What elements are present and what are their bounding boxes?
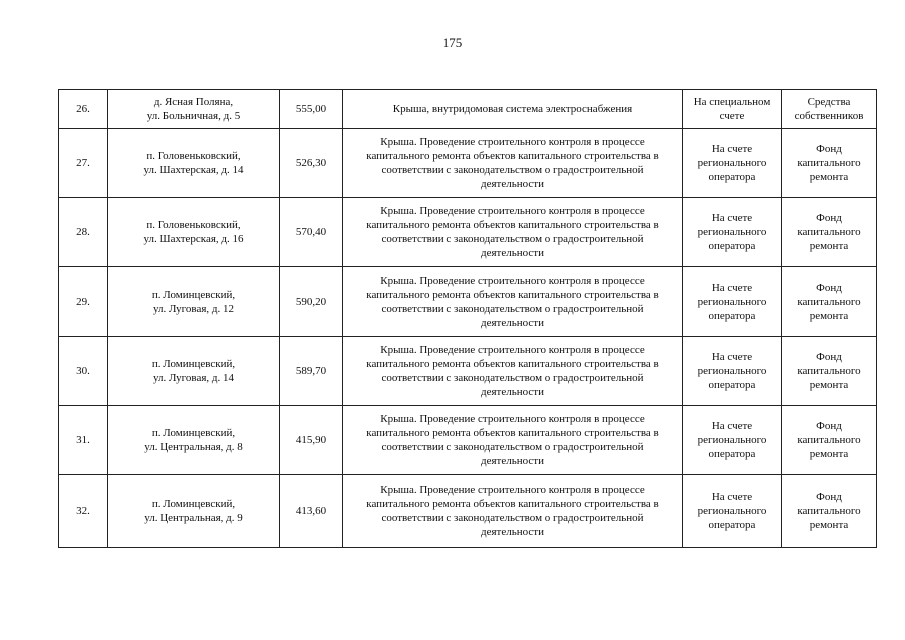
funding-cell	[782, 406, 877, 475]
account-cell	[683, 337, 782, 406]
work-text-line: деятельности	[481, 455, 544, 467]
work-text-line: соответствии с законодательством о градостроительной	[381, 164, 644, 176]
work-text-line: деятельности	[481, 316, 544, 329]
address-cell	[108, 90, 280, 129]
work-cell	[343, 475, 683, 548]
account-text-line: регионального	[697, 157, 767, 169]
table-row	[59, 475, 877, 548]
account-cell	[683, 267, 782, 337]
row-number: 30.	[59, 337, 108, 406]
funding-text-line: капитального	[797, 226, 861, 238]
account-text-line: регионального	[697, 434, 767, 446]
account-cell	[683, 129, 782, 198]
funding-text-line: капитального	[797, 505, 861, 517]
address-settlement: п. Ломинцевский,	[151, 358, 236, 370]
account-text-line: регионального	[697, 505, 767, 517]
work-text-line: Крыша. Проведение строительного контроля в процессе	[380, 413, 645, 425]
work-text-line: капитального ремонта объектов капитального строительства в	[366, 427, 659, 439]
work-text-line: Крыша. Проведение строительного контроля в процессе	[380, 484, 645, 496]
funding-text-line: Фонд	[816, 491, 842, 503]
funding-text-line: ремонта	[809, 448, 849, 460]
area-cell: 589,70	[280, 337, 343, 406]
funding-cell	[782, 90, 877, 129]
work-cell	[343, 129, 683, 198]
account-text-line: оператора	[708, 171, 756, 183]
account-text-line: На счете	[711, 143, 753, 155]
funding-text-line: ремонта	[809, 171, 849, 183]
funding-text-line: капитального	[797, 295, 861, 308]
table-row	[59, 90, 877, 129]
address-cell	[108, 267, 280, 337]
account-cell	[683, 406, 782, 475]
row-number: 28.	[59, 198, 108, 267]
account-text-line: На счете	[711, 420, 753, 432]
address-street: ул. Центральная, д. 8	[144, 441, 243, 453]
address-settlement: п. Головеньковский,	[146, 150, 241, 162]
area-cell: 555,00	[280, 90, 343, 129]
account-text-line: На счете	[711, 351, 753, 363]
funding-text-line: Фонд	[816, 143, 842, 155]
account-text-line: регионального	[697, 365, 767, 377]
funding-text-line: Средства	[807, 96, 851, 108]
address-street: ул. Шахтерская, д. 16	[143, 233, 244, 245]
work-text-line: Крыша. Проведение строительного контроля в процессе	[380, 136, 645, 148]
address-settlement: п. Ломинцевский,	[151, 498, 236, 510]
area-cell: 415,90	[280, 406, 343, 475]
account-text-line: На счете	[711, 491, 753, 503]
work-text-line: соответствии с законодательством о градостроительной	[381, 302, 644, 315]
table-row	[59, 406, 877, 475]
work-text-line: соответствии с законодательством о градостроительной	[381, 372, 644, 384]
table-row	[59, 337, 877, 406]
work-text-line: Крыша, внутридомовая система электроснабжения	[392, 103, 633, 115]
funding-text-line: Фонд	[816, 420, 842, 432]
area-cell: 526,30	[280, 129, 343, 198]
area-cell: 590,20	[280, 267, 343, 337]
work-text-line: капитального ремонта объектов капитального строительства в	[366, 358, 659, 370]
account-text-line: счете	[719, 110, 745, 122]
address-settlement: п. Головеньковский,	[146, 219, 241, 231]
address-settlement: п. Ломинцевский,	[151, 427, 236, 439]
address-street: ул. Больничная, д. 5	[146, 110, 241, 122]
account-cell	[683, 90, 782, 129]
address-cell	[108, 406, 280, 475]
address-street: ул. Центральная, д. 9	[144, 512, 243, 524]
work-text-line: Крыша. Проведение строительного контроля в процессе	[380, 274, 645, 287]
account-text-line: оператора	[708, 379, 756, 391]
work-text-line: капитального ремонта объектов капитального строительства в	[366, 219, 659, 231]
account-text-line: На счете	[711, 212, 753, 224]
work-cell	[343, 267, 683, 337]
account-text-line: регионального	[697, 226, 767, 238]
funding-text-line: Фонд	[816, 351, 842, 363]
account-text-line: оператора	[708, 309, 756, 322]
work-cell	[343, 90, 683, 129]
address-street: ул. Луговая, д. 14	[152, 372, 235, 384]
work-text-line: соответствии с законодательством о градостроительной	[381, 512, 644, 524]
account-text-line: На счете	[711, 281, 753, 294]
work-cell	[343, 337, 683, 406]
work-text-line: Крыша. Проведение строительного контроля в процессе	[380, 344, 645, 356]
work-text-line: соответствии с законодательством о градостроительной	[381, 233, 644, 245]
funding-cell	[782, 267, 877, 337]
funding-text-line: Фонд	[816, 281, 842, 294]
work-text-line: деятельности	[481, 178, 544, 190]
address-street: ул. Луговая, д. 12	[152, 302, 235, 315]
work-cell	[343, 198, 683, 267]
row-number: 26.	[59, 90, 108, 129]
page-number: 175	[442, 35, 463, 50]
work-text-line: капитального ремонта объектов капитального строительства в	[366, 498, 659, 510]
funding-text-line: Фонд	[816, 212, 842, 224]
address-cell	[108, 129, 280, 198]
row-number: 29.	[59, 267, 108, 337]
work-text-line: капитального ремонта объектов капитального строительства в	[366, 288, 659, 301]
work-text-line: капитального ремонта объектов капитального строительства в	[366, 150, 659, 162]
funding-text-line: ремонта	[809, 379, 849, 391]
funding-cell	[782, 475, 877, 548]
row-number: 27.	[59, 129, 108, 198]
work-cell	[343, 406, 683, 475]
account-cell	[683, 475, 782, 548]
address-cell	[108, 198, 280, 267]
funding-text-line: ремонта	[809, 240, 849, 252]
account-text-line: оператора	[708, 448, 756, 460]
address-cell	[108, 337, 280, 406]
account-text-line: На специальном	[693, 96, 771, 108]
work-text-line: Крыша. Проведение строительного контроля в процессе	[380, 205, 645, 217]
funding-text-line: капитального	[797, 157, 861, 169]
table-row	[59, 129, 877, 198]
funding-text-line: ремонта	[809, 519, 849, 531]
area-cell: 413,60	[280, 475, 343, 548]
address-settlement: п. Ломинцевский,	[151, 288, 236, 301]
work-text-line: деятельности	[481, 526, 544, 538]
funding-text-line: капитального	[797, 365, 861, 377]
address-cell	[108, 475, 280, 548]
area-cell: 570,40	[280, 198, 343, 267]
funding-text-line: капитального	[797, 434, 861, 446]
funding-text-line: собственников	[794, 110, 864, 122]
funding-cell	[782, 129, 877, 198]
account-text-line: оператора	[708, 240, 756, 252]
table-row	[59, 198, 877, 267]
repair-schedule-table	[58, 89, 877, 548]
work-text-line: соответствии с законодательством о градостроительной	[381, 441, 644, 453]
address-street: ул. Шахтерская, д. 14	[143, 164, 244, 176]
address-settlement: д. Ясная Поляна,	[153, 96, 234, 108]
row-number: 32.	[59, 475, 108, 548]
work-text-line: деятельности	[481, 247, 544, 259]
funding-text-line: ремонта	[809, 309, 849, 322]
account-text-line: регионального	[697, 295, 767, 308]
table-row	[59, 267, 877, 337]
account-cell	[683, 198, 782, 267]
row-number: 31.	[59, 406, 108, 475]
funding-cell	[782, 337, 877, 406]
work-text-line: деятельности	[481, 386, 544, 398]
funding-cell	[782, 198, 877, 267]
account-text-line: оператора	[708, 519, 756, 531]
